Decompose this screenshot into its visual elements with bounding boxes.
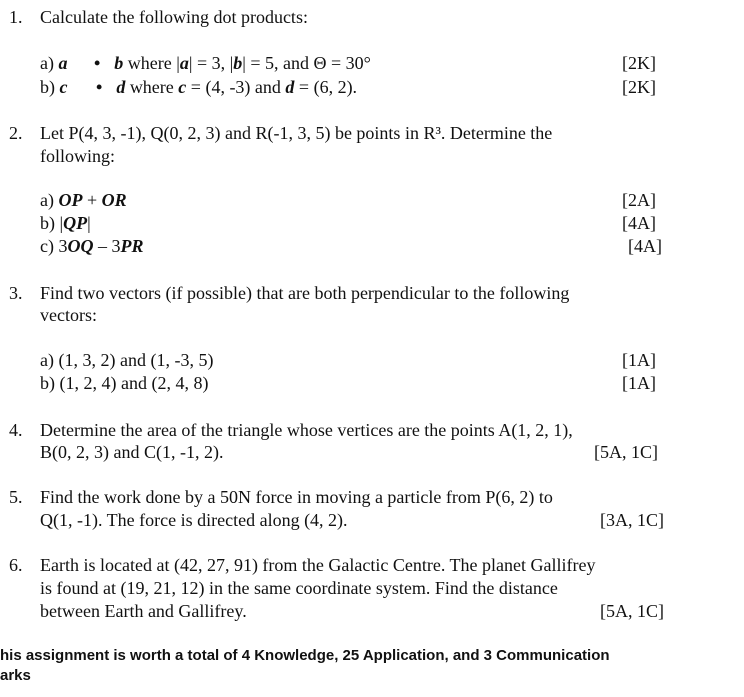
marks-label: [5A, 1C]	[600, 601, 664, 621]
marks-label: [1A]	[622, 350, 656, 370]
part-c: c) 3OQ – 3PR	[40, 236, 144, 256]
question-number: 3.	[9, 283, 23, 303]
marks-label: [5A, 1C]	[594, 442, 658, 462]
part-b: b) c • d where c = (4, -3) and d = (6, 2).	[40, 77, 358, 97]
marks-label: [2A]	[622, 190, 656, 210]
marks-label: [4A]	[622, 213, 656, 233]
question-text: Earth is located at (42, 27, 91) from the Galactic Centre. The planet Gallifrey	[40, 555, 596, 575]
question-text: Q(1, -1). The force is directed along (4, 2).	[40, 510, 348, 530]
question-number: 2.	[9, 123, 23, 143]
part-b: b) (1, 2, 4) and (2, 4, 8)	[40, 373, 209, 393]
question-text: following:	[40, 146, 115, 166]
question-text: is found at (19, 21, 12) in the same coordinate system. Find the distance	[40, 578, 558, 598]
question-text: Determine the area of the triangle whose vertices are the points A(1, 2, 1),	[40, 420, 573, 440]
marks-label: [4A]	[628, 236, 662, 256]
part-b: b) |QP|	[40, 213, 91, 233]
marks-label: [3A, 1C]	[600, 510, 664, 530]
question-text: between Earth and Gallifrey.	[40, 601, 247, 621]
marks-label: [2K]	[622, 77, 656, 97]
question-text: Let P(4, 3, -1), Q(0, 2, 3) and R(-1, 3, 5) be points in R³. Determine the	[40, 123, 553, 143]
part-a: a) OP + OR	[40, 190, 127, 210]
marks-label: [1A]	[622, 373, 656, 393]
question-text: Find two vectors (if possible) that are both perpendicular to the following	[40, 283, 570, 303]
question-text: vectors:	[40, 305, 97, 325]
question-number: 6.	[9, 555, 23, 575]
total-marks-note: his assignment is worth a total of 4 Knowledge, 25 Application, and 3 Communication	[0, 647, 610, 664]
question-text: Find the work done by a 50N force in moving a particle from P(6, 2) to	[40, 487, 553, 507]
question-number: 4.	[9, 420, 23, 440]
total-marks-note-continued: arks	[0, 667, 31, 684]
part-a: a) (1, 3, 2) and (1, -3, 5)	[40, 350, 214, 370]
part-a: a) a • b where |a| = 3, |b| = 5, and Θ = 30°	[40, 53, 371, 73]
question-number: 5.	[9, 487, 23, 507]
question-text: B(0, 2, 3) and C(1, -1, 2).	[40, 442, 224, 462]
question-number: 1.	[9, 7, 23, 27]
question-text: Calculate the following dot products:	[40, 7, 308, 27]
marks-label: [2K]	[622, 53, 656, 73]
